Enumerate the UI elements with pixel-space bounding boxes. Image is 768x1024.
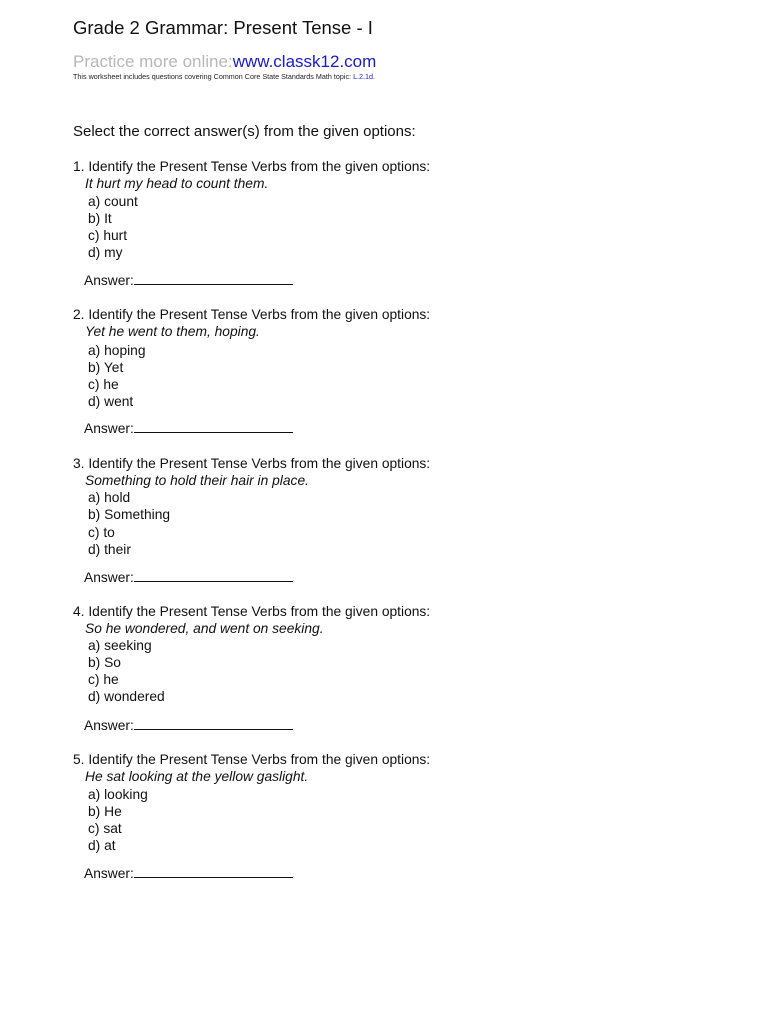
answer-label: Answer: — [84, 866, 134, 881]
option-d: d) at — [88, 838, 116, 853]
option-a: a) hold — [88, 490, 131, 505]
option-b: b) He — [88, 804, 122, 819]
practice-line — [73, 52, 376, 72]
answer-label: Answer: — [84, 718, 134, 733]
option-a: a) count — [88, 194, 138, 209]
option-a: a) seeking — [88, 638, 152, 653]
answer-line — [84, 717, 293, 733]
option-c: c) to — [88, 525, 115, 540]
answer-label: Answer: — [84, 421, 134, 436]
option-b: b) Something — [88, 507, 171, 522]
answer-blank[interactable] — [134, 717, 293, 730]
option-d: d) my — [88, 245, 123, 260]
answer-line — [84, 272, 293, 288]
answer-blank[interactable] — [134, 865, 293, 878]
instructions-text: Select the correct answer(s) from the given options: — [73, 123, 416, 140]
option-c: c) sat — [88, 821, 122, 836]
standards-note — [73, 72, 375, 81]
question-prompt: 4. Identify the Present Tense Verbs from the given options: — [73, 604, 431, 619]
answer-blank[interactable] — [134, 272, 293, 285]
standards-topic-link[interactable]: L.2.1d. — [353, 72, 376, 81]
worksheet-title: Grade 2 Grammar: Present Tense - I — [73, 17, 373, 38]
question-prompt: 3. Identify the Present Tense Verbs from the given options: — [73, 456, 431, 471]
question-prompt: 1. Identify the Present Tense Verbs from the given options: — [73, 159, 431, 174]
option-d: d) their — [88, 542, 131, 557]
option-d: d) wondered — [88, 689, 165, 704]
question-prompt: 5. Identify the Present Tense Verbs from the given options: — [73, 752, 431, 767]
option-c: c) he — [88, 377, 119, 392]
option-b: b) Yet — [88, 360, 124, 375]
question-sentence: Yet he went to them, hoping. — [85, 324, 260, 339]
answer-label: Answer: — [84, 273, 134, 288]
answer-blank[interactable] — [134, 420, 293, 433]
answer-blank[interactable] — [134, 569, 293, 582]
question-sentence: He sat looking at the yellow gaslight. — [85, 769, 309, 784]
question-sentence: Something to hold their hair in place. — [85, 473, 309, 488]
option-c: c) hurt — [88, 228, 128, 243]
option-a: a) looking — [88, 787, 148, 802]
practice-prefix: Practice more online: — [73, 52, 233, 71]
answer-line — [84, 569, 293, 585]
option-c: c) he — [88, 672, 119, 687]
standards-note-text: This worksheet includes questions covering Common Core State Standards Math topic: — [73, 72, 352, 81]
option-a: a) hoping — [88, 343, 146, 358]
option-b: b) So — [88, 655, 121, 670]
answer-label: Answer: — [84, 570, 134, 585]
option-b: b) It — [88, 211, 112, 226]
question-sentence: It hurt my head to count them. — [85, 176, 269, 191]
answer-line — [84, 865, 293, 881]
question-sentence: So he wondered, and went on seeking. — [85, 621, 324, 636]
classk12-link[interactable]: www.classk12.com — [232, 52, 377, 71]
answer-line — [84, 420, 293, 436]
question-prompt: 2. Identify the Present Tense Verbs from the given options: — [73, 307, 431, 322]
option-d: d) went — [88, 394, 134, 409]
